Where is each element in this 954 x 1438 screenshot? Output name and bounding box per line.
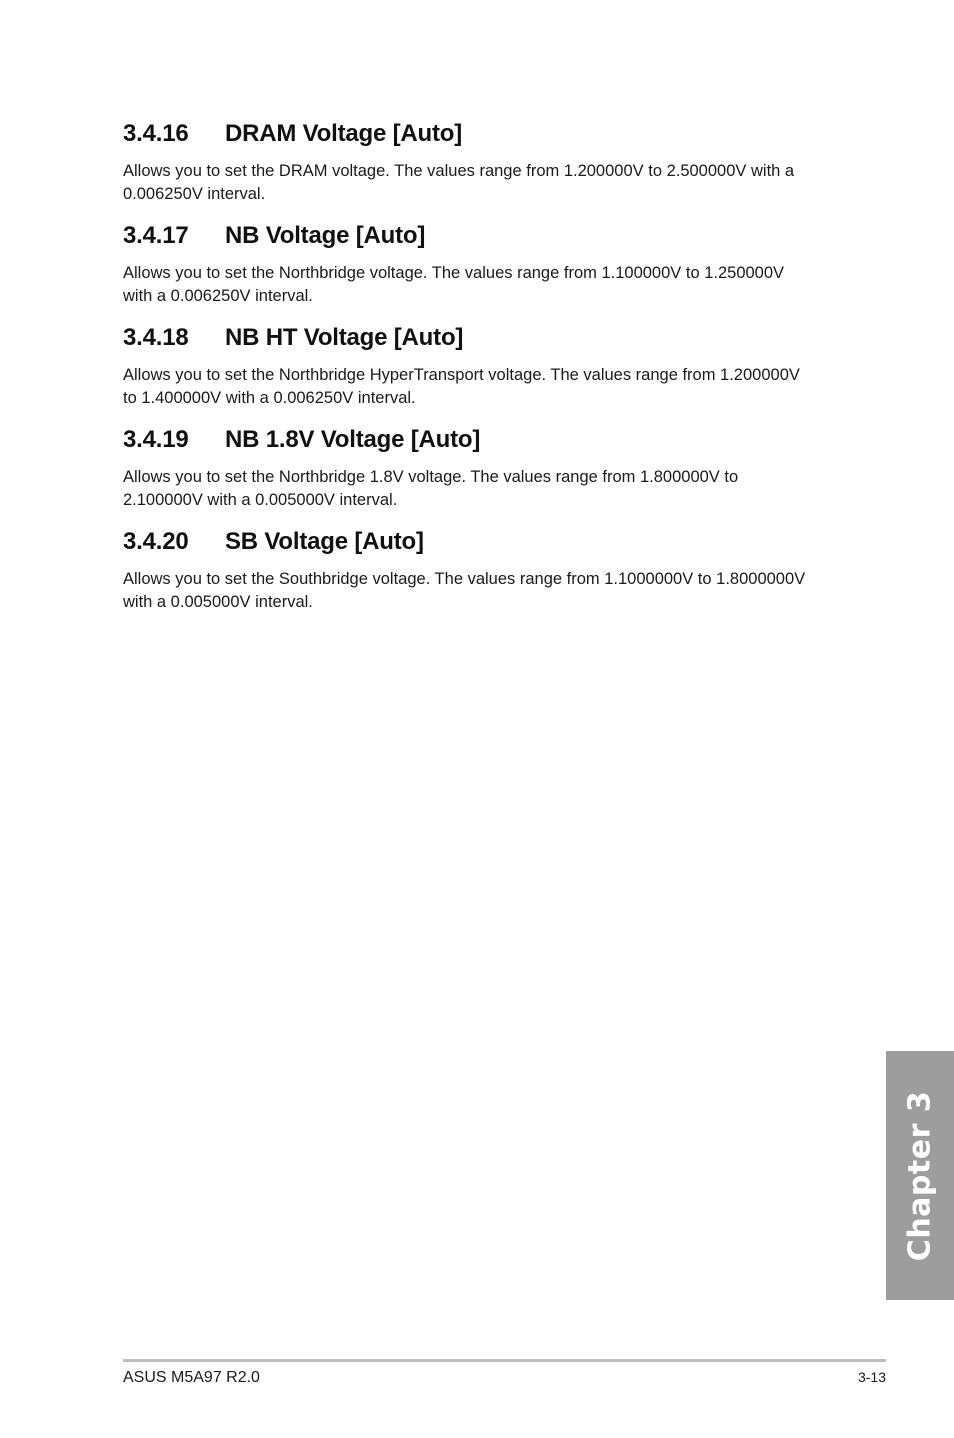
footer-page-number: 3-13	[857, 1369, 886, 1385]
section-number: 3.4.17	[123, 222, 189, 249]
section-title: NB 1.8V Voltage [Auto]	[225, 426, 481, 453]
footer-product-name: ASUS M5A97 R2.0	[123, 1369, 260, 1386]
section-number: 3.4.20	[123, 528, 189, 555]
section-number: 3.4.19	[123, 426, 189, 453]
section-nb-1-8v-voltage	[123, 426, 853, 512]
section-description: Allows you to set the Northbridge voltage. The values range from 1.100000V to 1.250000V with a 0.006250V interval.	[123, 264, 785, 305]
section-sb-voltage	[123, 528, 853, 614]
section-nb-ht-voltage	[123, 324, 853, 410]
section-title: SB Voltage [Auto]	[225, 528, 424, 555]
section-number: 3.4.18	[123, 324, 189, 351]
section-heading	[123, 120, 853, 148]
section-heading	[123, 426, 853, 454]
chapter-tab	[886, 1051, 954, 1300]
section-title: NB Voltage [Auto]	[225, 222, 426, 249]
section-description: Allows you to set the Northbridge HyperTransport voltage. The values range from 1.200000V to 1.400000V with a 0.006250V interval.	[123, 366, 800, 407]
section-description: Allows you to set the Northbridge 1.8V voltage. The values range from 1.800000V to 2.100000V with a 0.005000V interval.	[123, 468, 739, 509]
section-nb-voltage	[123, 222, 853, 308]
section-description: Allows you to set the DRAM voltage. The values range from 1.200000V to 2.500000V with a 0.006250V interval.	[123, 162, 795, 203]
section-heading	[123, 528, 853, 556]
chapter-tab-label: Chapter 3	[902, 1090, 938, 1261]
section-title: DRAM Voltage [Auto]	[225, 120, 463, 147]
section-dram-voltage	[123, 120, 853, 206]
section-description: Allows you to set the Southbridge voltage. The values range from 1.1000000V to 1.8000000V with a 0.005000V interval.	[123, 570, 806, 611]
section-heading	[123, 324, 853, 352]
section-number: 3.4.16	[123, 120, 189, 147]
footer-divider	[123, 1359, 886, 1362]
section-heading	[123, 222, 853, 250]
section-title: NB HT Voltage [Auto]	[225, 324, 464, 351]
